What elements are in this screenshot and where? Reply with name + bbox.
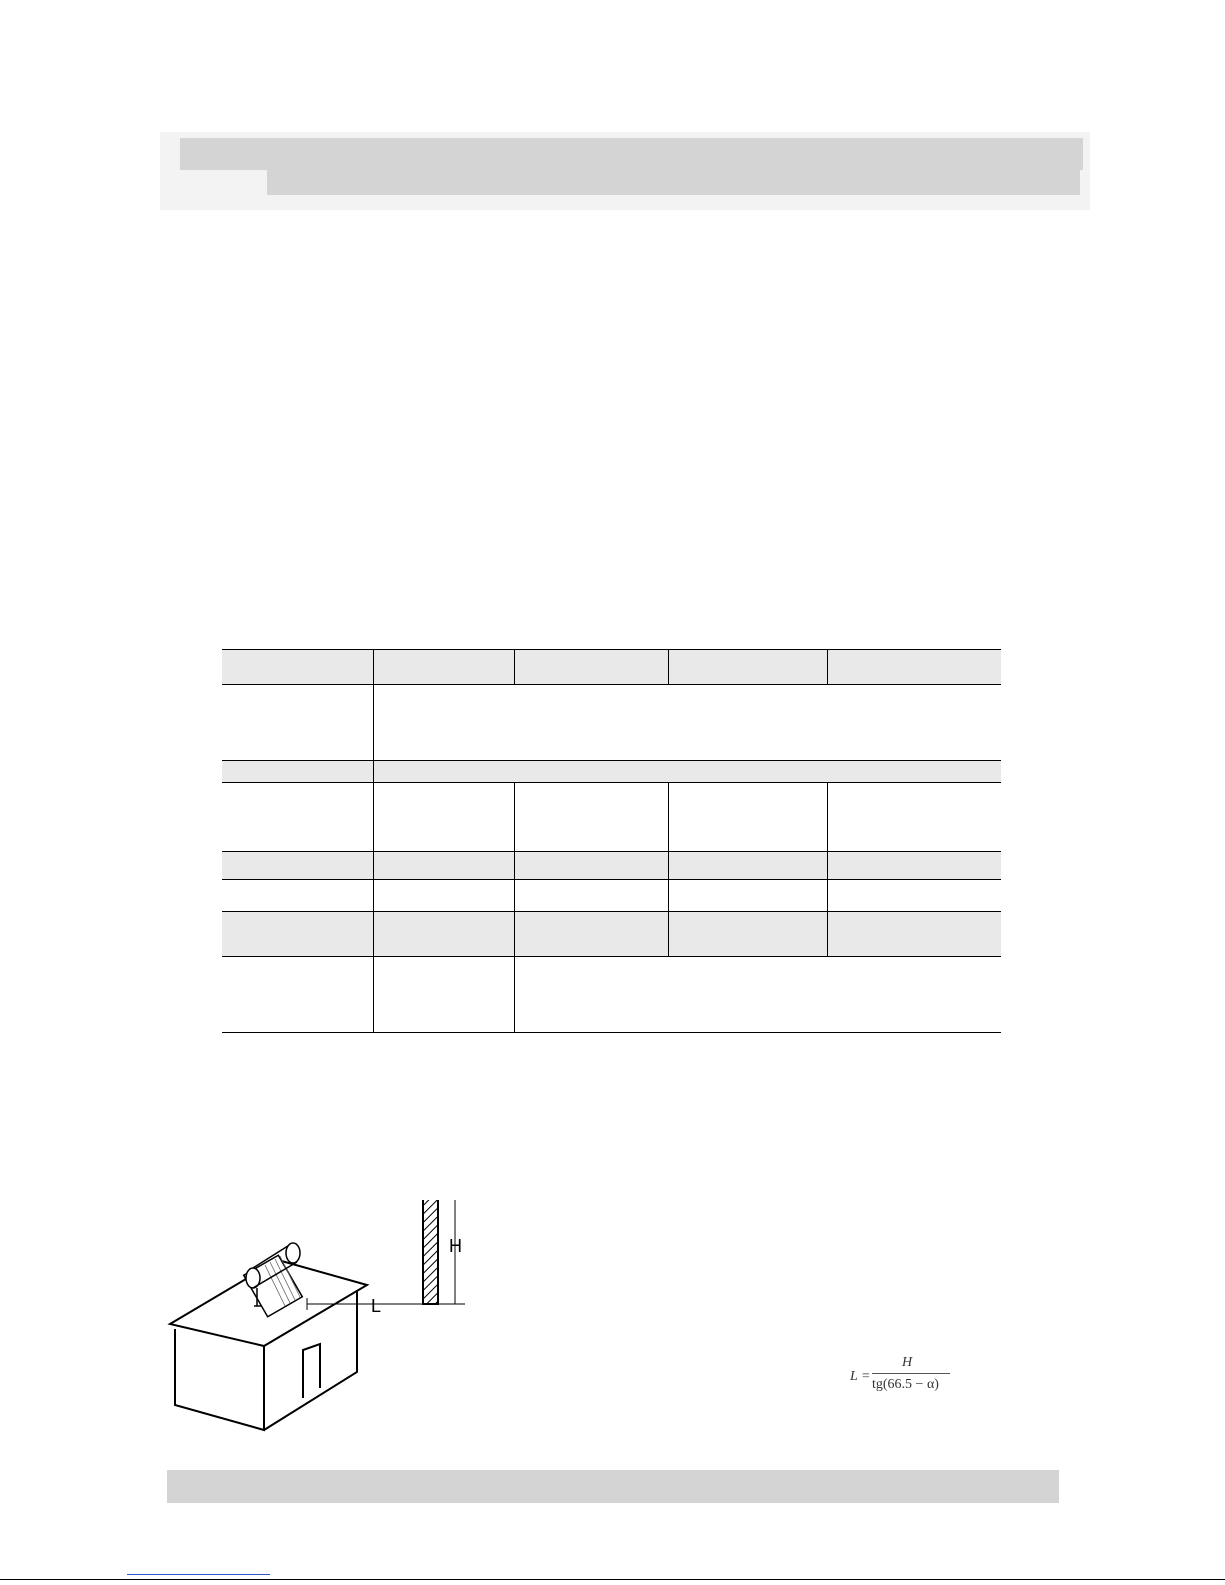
- table-column-rule: [373, 649, 374, 1032]
- installation-diagram: [165, 1200, 495, 1460]
- table-row: [222, 760, 1001, 782]
- table-column-rule: [668, 782, 669, 956]
- formula-fraction-bar: [872, 1373, 950, 1374]
- table-row: [222, 911, 1001, 956]
- table-column-rule: [514, 649, 515, 684]
- table-column-rule: [827, 782, 828, 956]
- table-rule: [222, 879, 1001, 880]
- formula-numerator: H: [902, 1355, 913, 1370]
- distance-formula: [850, 1355, 960, 1401]
- table-column-rule: [668, 649, 669, 684]
- page-bottom-rule: [0, 1579, 1225, 1580]
- height-label: H: [449, 1236, 462, 1256]
- table-rule: [222, 649, 1001, 650]
- house-front-wall: [175, 1329, 264, 1430]
- obstacle-wall: [423, 1200, 438, 1304]
- table-rule: [222, 782, 1001, 783]
- header-title-band: [180, 138, 1083, 170]
- footer-link-underline[interactable]: [127, 1574, 270, 1575]
- table-rule: [222, 911, 1001, 912]
- formula-lhs: L =: [850, 1369, 871, 1384]
- table-rule: [222, 956, 1001, 957]
- table-rule: [222, 684, 1001, 685]
- footer-band: [167, 1470, 1059, 1503]
- distance-label: L: [371, 1296, 382, 1316]
- table-rule: [222, 1032, 1001, 1033]
- spec-table: [222, 649, 1001, 1033]
- table-rule: [222, 851, 1001, 852]
- table-header-row: [222, 649, 1001, 684]
- table-column-rule: [827, 649, 828, 684]
- house-door: [303, 1344, 320, 1398]
- header-subtitle-band: [267, 170, 1080, 195]
- table-column-rule: [514, 782, 515, 1032]
- formula-denominator: tg(66.5 − α): [872, 1377, 939, 1392]
- table-row: [222, 851, 1001, 879]
- table-rule: [222, 760, 1001, 761]
